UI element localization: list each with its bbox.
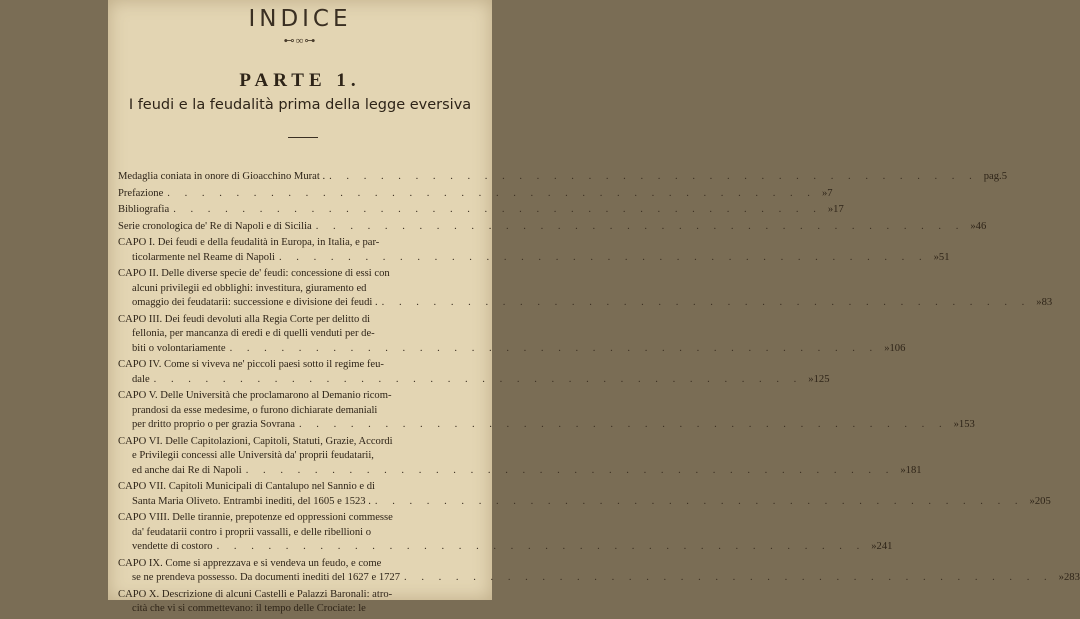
toc-entry bbox=[118, 358, 830, 387]
page-number: 106 bbox=[889, 342, 906, 354]
toc-entry-text: dale bbox=[132, 373, 150, 385]
page-prefix: » bbox=[1036, 297, 1042, 308]
toc-entry-line bbox=[118, 449, 480, 464]
toc-entry-text: Santa Maria Oliveto. Entrambi inediti, del 1605 e 1523 . bbox=[132, 495, 371, 507]
toc-entry bbox=[118, 236, 950, 265]
page-number: 153 bbox=[958, 419, 975, 430]
toc-entry-text: CAPO IV. Come si viveva ne' piccoli paesi sotto il regime feu- bbox=[118, 359, 384, 370]
toc-entry-text: alcuni privilegii ed obblighi: investitura, giuramento ed bbox=[132, 282, 367, 294]
title-ornament: ⊷∞⊶ bbox=[283, 35, 317, 47]
toc-entry bbox=[118, 480, 1051, 509]
page-number: 283 bbox=[1063, 572, 1080, 583]
toc-entry-line bbox=[118, 557, 480, 572]
page-prefix: pag. bbox=[983, 171, 1002, 182]
part-subtitle: I feudi e la feudalità prima della legge eversiva bbox=[128, 97, 472, 113]
toc-entry-line bbox=[118, 342, 906, 357]
toc-entry-line bbox=[118, 435, 480, 450]
dot-leader: . . . . . . . . . . . . . . . . . . . . . . . . . . . . . . . . . . . . . . bbox=[278, 251, 928, 263]
dot-leader: . . . . . . . . . . . . . . . . . . . . . . . . . . . . . . . . . . . . . . bbox=[298, 419, 948, 430]
toc-entry-line bbox=[118, 236, 480, 251]
toc-entry-text: Prefazione bbox=[118, 187, 164, 199]
toc-entry bbox=[118, 511, 893, 555]
page-prefix: » bbox=[884, 342, 890, 354]
toc-entry-text: Bibliografia bbox=[118, 204, 170, 215]
index-title: INDICE bbox=[248, 6, 352, 32]
dot-leader: . . . . . . . . . . . . . . . . . . . . . . . . . . . . . . . . . . . . . . bbox=[173, 204, 822, 215]
toc-entry-line bbox=[118, 296, 1053, 311]
toc-entry-text: biti o volontariamente bbox=[132, 342, 226, 354]
toc-entry-line bbox=[118, 251, 950, 266]
toc-entry-line bbox=[118, 418, 975, 433]
toc-entry-line bbox=[118, 170, 1007, 185]
toc-entry bbox=[118, 557, 1080, 586]
dot-leader: . . . . . . . . . . . . . . . . . . . . . . . . . . . . . . . . . . . . . . bbox=[315, 220, 965, 232]
toc-entry bbox=[118, 389, 975, 433]
toc-entry-text: CAPO III. Dei feudi devoluti alla Regia Corte per delitto di bbox=[118, 313, 371, 325]
toc-entry-line bbox=[118, 389, 480, 404]
toc-entry-text: prandosi da esse medesime, o furono dichiarate demaniali bbox=[132, 404, 378, 416]
page-number: 17 bbox=[833, 204, 844, 215]
page-prefix: » bbox=[970, 220, 976, 232]
book-page bbox=[108, 0, 1080, 614]
toc-entry-line bbox=[118, 373, 830, 388]
dot-leader: . . . . . . . . . . . . . . . . . . . . . . . . . . . . . . . . . . . . . . bbox=[329, 171, 978, 182]
toc-entry-text: da' feudatarii contro i proprii vassalli, e delle ribellioni o bbox=[132, 526, 372, 538]
page-number: 181 bbox=[905, 464, 922, 476]
toc-entry-line bbox=[118, 602, 480, 617]
toc-entry bbox=[118, 588, 480, 617]
toc-entry-text: omaggio dei feudatarii: successione e divisione dei feudi . bbox=[132, 297, 378, 308]
toc-entry-text: ticolarmente nel Reame di Napoli bbox=[132, 251, 275, 263]
table-of-contents bbox=[118, 170, 1080, 619]
toc-entry-text: CAPO X. Descrizione di alcuni Castelli e Palazzi Baronali: atro- bbox=[118, 588, 393, 600]
toc-entry bbox=[118, 187, 833, 202]
page-number: 51 bbox=[938, 251, 950, 263]
toc-entry-text: fellonia, per mancanza di eredi e di quelli venduti per de- bbox=[132, 328, 375, 339]
page-prefix: » bbox=[827, 204, 834, 215]
toc-entry-text: CAPO II. Delle diverse specie de' feudi: concessione di essi con bbox=[118, 268, 390, 279]
page-number: 5 bbox=[1001, 171, 1007, 182]
toc-entry bbox=[118, 435, 922, 479]
toc-entry-text: se ne prendeva possesso. Da documenti inediti del 1627 e 1727 bbox=[132, 572, 401, 583]
page-prefix: » bbox=[1029, 495, 1035, 507]
toc-entry-line bbox=[118, 480, 480, 495]
page-number: 7 bbox=[827, 187, 833, 199]
toc-entry-line bbox=[118, 540, 893, 555]
toc-entry-line bbox=[118, 203, 844, 218]
dot-leader: . . . . . . . . . . . . . . . . . . . . . . . . . . . . . . . . . . . . . . bbox=[216, 541, 866, 552]
toc-entry-line bbox=[118, 588, 480, 603]
toc-entry bbox=[118, 313, 906, 357]
toc-entry-line bbox=[118, 464, 922, 479]
page-prefix: » bbox=[821, 187, 828, 199]
toc-entry bbox=[118, 170, 1007, 185]
dot-leader: . . . . . . . . . . . . . . . . . . . . . . . . . . . . . . . . . . . . . . bbox=[229, 342, 879, 354]
toc-entry-line bbox=[118, 495, 1051, 510]
part-title: PARTE 1. bbox=[239, 70, 361, 91]
page-number: 205 bbox=[1034, 495, 1051, 507]
toc-entry-text: CAPO I. Dei feudi e della feudalità in Europa, in Italia, e par- bbox=[118, 237, 380, 248]
page-prefix: » bbox=[900, 464, 906, 476]
toc-entry-line bbox=[118, 282, 480, 297]
page-prefix: » bbox=[871, 541, 877, 552]
page-prefix: » bbox=[953, 419, 959, 430]
toc-entry-text: CAPO VI. Delle Capitolazioni, Capitoli, Statuti, Grazie, Accordi bbox=[118, 435, 393, 447]
page-number: 83 bbox=[1041, 297, 1053, 308]
dot-leader: . . . . . . . . . . . . . . . . . . . . . . . . . . . . . . . . . . . . . . bbox=[153, 373, 803, 385]
toc-entry-line bbox=[118, 313, 480, 328]
toc-entry-line bbox=[118, 327, 480, 342]
toc-entry-line bbox=[118, 187, 833, 202]
toc-entry bbox=[118, 267, 1053, 311]
toc-entry-line bbox=[118, 358, 480, 373]
toc-entry-text: CAPO VIII. Delle tirannie, prepotenze ed oppressioni commesse bbox=[118, 512, 393, 523]
section-divider bbox=[288, 137, 318, 138]
page-number: 125 bbox=[813, 373, 830, 385]
toc-entry-line bbox=[118, 220, 987, 235]
toc-entry bbox=[118, 220, 987, 235]
toc-entry-text: Medaglia coniata in onore di Gioacchino Murat . bbox=[118, 171, 326, 182]
dot-leader: . . . . . . . . . . . . . . . . . . . . . . . . . . . . . . . . . . . . . . bbox=[167, 187, 816, 199]
dot-leader: . . . . . . . . . . . . . . . . . . . . . . . . . . . . . . . . . . . . . . bbox=[374, 495, 1024, 507]
toc-entry-line bbox=[118, 267, 480, 282]
toc-entry-text: ed anche dai Re di Napoli bbox=[132, 464, 242, 476]
toc-entry-text: vendette di costoro bbox=[132, 541, 213, 552]
toc-entry-text: cità che vi si commettevano: il tempo delle Crociate: le bbox=[132, 603, 366, 614]
page-number: 46 bbox=[975, 220, 987, 232]
toc-entry bbox=[118, 203, 844, 218]
page-prefix: » bbox=[808, 373, 814, 385]
dot-leader: . . . . . . . . . . . . . . . . . . . . . . . . . . . . . . . . . . . . . . bbox=[381, 297, 1031, 308]
dot-leader: . . . . . . . . . . . . . . . . . . . . . . . . . . . . . . . . . . . . . . bbox=[404, 572, 1053, 583]
toc-entry-text: Serie cronologica de' Re di Napoli e di Sicilia bbox=[118, 220, 312, 232]
toc-entry-line bbox=[118, 511, 480, 526]
toc-entry-text: CAPO IX. Come si apprezzava e si vendeva un feudo, e come bbox=[118, 557, 382, 569]
toc-entry-line bbox=[118, 404, 480, 419]
toc-entry-line bbox=[118, 526, 480, 541]
toc-entry-text: per dritto proprio o per grazia Sovrana bbox=[132, 419, 295, 430]
page-number: 241 bbox=[876, 541, 893, 552]
dot-leader: . . . . . . . . . . . . . . . . . . . . . . . . . . . . . . . . . . . . . . bbox=[245, 464, 895, 476]
toc-entry-text: e Privilegii concessi alle Università da' proprii feudatarii, bbox=[132, 450, 374, 461]
toc-entry-text: CAPO VII. Capitoli Municipali di Cantalupo nel Sannio e di bbox=[118, 481, 375, 492]
page-prefix: » bbox=[933, 251, 939, 263]
page-prefix: » bbox=[1058, 572, 1064, 583]
toc-entry-text: CAPO V. Delle Università che proclamarono al Demanio ricom- bbox=[118, 390, 392, 401]
toc-entry-line bbox=[118, 571, 1080, 586]
